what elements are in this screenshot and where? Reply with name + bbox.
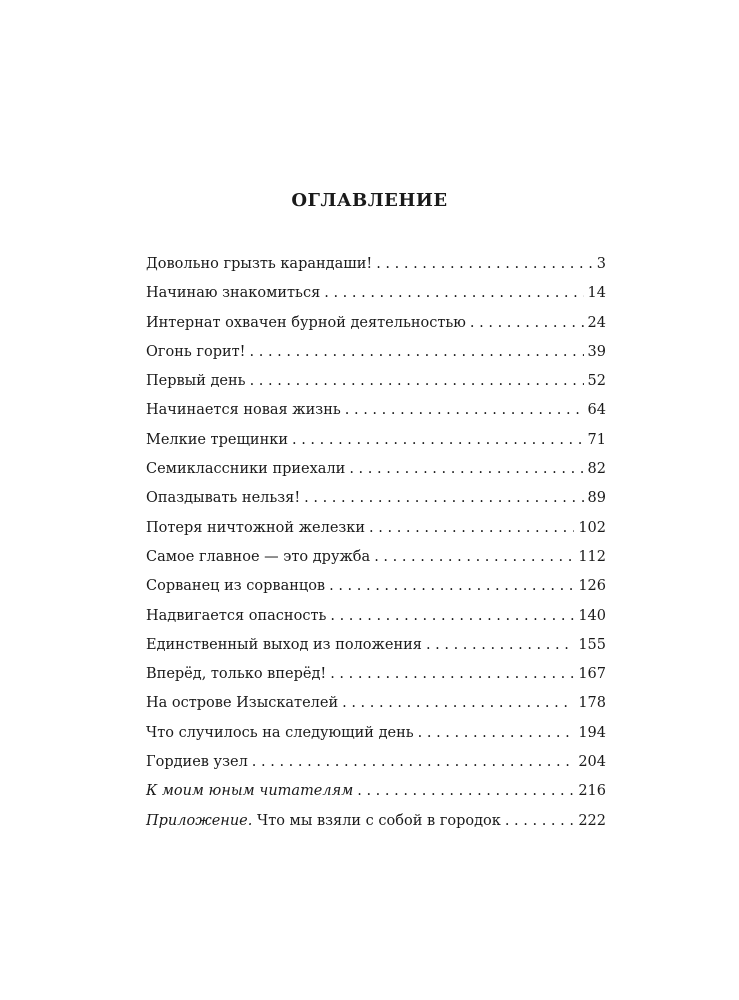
toc-entry-text: Сорванец из сорванцов (146, 578, 326, 595)
dot-leader (349, 461, 583, 477)
toc-entry-page-number: 14 (587, 285, 606, 302)
toc-entry-page-number: 24 (587, 314, 606, 331)
toc-entry-title (146, 754, 248, 770)
toc-entry-title (146, 490, 300, 506)
toc-entry-text: Довольно грызть карандаши! (146, 256, 373, 272)
toc-entry-text: Начинается новая жизнь (146, 402, 341, 419)
toc-entry (146, 783, 606, 812)
toc-entry-page-number: 89 (587, 490, 606, 507)
dot-leader (418, 725, 575, 741)
dot-leader (304, 490, 583, 506)
toc-entry-page-number: 52 (587, 373, 606, 390)
toc-entry-title (146, 725, 414, 741)
toc-entry-page-number: 3 (596, 256, 606, 272)
toc-entry-text: Опаздывать нельзя! (146, 490, 301, 507)
toc-entry (146, 461, 606, 490)
toc-entry-page-number: 178 (578, 695, 606, 712)
toc-entry-page-number: 39 (587, 343, 606, 360)
toc-entry-title (146, 461, 345, 477)
toc-entry-title (146, 520, 365, 536)
toc-entry-title (146, 549, 370, 565)
toc-entry-title (146, 813, 501, 829)
toc-entry-title (146, 402, 341, 418)
toc-entry-page-number: 102 (578, 519, 606, 536)
toc-entry-italic-text: К моим юным читателям (146, 783, 354, 800)
toc-entry-text: Потеря ничтожной железки (146, 519, 366, 536)
toc-entry-title (146, 783, 353, 799)
toc-entry-text: Семиклассники приехали (146, 461, 346, 478)
dot-leader (250, 373, 584, 389)
toc-entry (146, 490, 606, 519)
dot-leader (329, 578, 574, 594)
toc-entry-page-number: 222 (578, 812, 606, 829)
toc-entry-page-number: 204 (578, 754, 606, 771)
toc-entry-page-number: 167 (578, 666, 606, 683)
toc-entry-text: Интернат охвачен бурной деятельностью (146, 314, 466, 331)
toc-entry-title (146, 432, 288, 448)
toc-entry-title (146, 637, 422, 653)
toc-entry-title (146, 608, 326, 624)
toc-entry-text: Единственный выход из положения (146, 636, 422, 653)
dot-leader (505, 813, 574, 829)
toc-entry (146, 695, 606, 724)
toc-entry-title (146, 373, 246, 389)
toc-entry-page-number: 82 (587, 461, 606, 478)
dot-leader (252, 754, 575, 770)
table-of-contents (146, 256, 606, 842)
toc-entry-text: На острове Изыскателей (146, 695, 339, 712)
toc-entry (146, 373, 606, 402)
dot-leader (330, 608, 574, 624)
toc-entry-text: Что мы взяли с собой в городок (252, 812, 501, 829)
toc-entry (146, 549, 606, 578)
toc-entry (146, 813, 606, 842)
toc-entry-text: Мелкие трещинки (146, 431, 288, 448)
dot-leader (376, 256, 593, 272)
toc-entry-text: Надвигается опасность (146, 607, 327, 624)
toc-entry-text: Первый день (146, 373, 246, 390)
toc-entry-page-number: 112 (578, 548, 606, 565)
toc-entry-page-number: 140 (578, 607, 606, 624)
toc-entry-title (146, 344, 246, 360)
dot-leader (250, 344, 584, 360)
toc-entry (146, 402, 606, 431)
toc-entry-page-number: 64 (587, 402, 606, 419)
toc-entry-page-number: 194 (578, 724, 606, 741)
toc-entry (146, 344, 606, 373)
toc-entry (146, 432, 606, 461)
toc-entry (146, 285, 606, 314)
toc-entry-page-number: 155 (578, 636, 606, 653)
toc-entry-text: Самое главное — это дружба (146, 548, 371, 565)
toc-entry-title (146, 315, 466, 331)
toc-entry (146, 608, 606, 637)
toc-entry-title (146, 666, 326, 682)
toc-entry-text: Что случилось на следующий день (146, 724, 414, 741)
toc-entry (146, 666, 606, 695)
toc-entry (146, 725, 606, 754)
toc-entry-text: Гордиев узел (146, 754, 248, 771)
toc-entry-text: Огонь горит! (146, 343, 246, 360)
page-title: ОГЛАВЛЕНИЕ (291, 190, 448, 211)
dot-leader (470, 315, 584, 331)
dot-leader (324, 285, 583, 301)
toc-entry (146, 754, 606, 783)
dot-leader (369, 520, 574, 536)
toc-entry (146, 256, 606, 285)
toc-entry-text: Начинаю знакомиться (146, 285, 321, 302)
toc-entry-page-number: 216 (578, 783, 606, 800)
dot-leader (342, 695, 574, 711)
toc-entry-page-number: 126 (578, 578, 606, 595)
dot-leader (345, 402, 584, 418)
dot-leader (292, 432, 584, 448)
dot-leader (426, 637, 574, 653)
toc-entry (146, 578, 606, 607)
dot-leader (374, 549, 574, 565)
toc-entry-page-number: 71 (587, 431, 606, 448)
toc-entry-text: Вперёд, только вперёд! (146, 666, 327, 683)
toc-entry (146, 315, 606, 344)
toc-entry (146, 637, 606, 666)
toc-entry-italic-text: Приложение. (146, 812, 253, 829)
toc-entry (146, 520, 606, 549)
dot-leader (357, 783, 574, 799)
toc-entry-title (146, 695, 338, 711)
toc-entry-title (146, 578, 325, 594)
toc-entry-title (146, 285, 320, 301)
toc-entry-title (146, 256, 372, 272)
dot-leader (330, 666, 574, 682)
